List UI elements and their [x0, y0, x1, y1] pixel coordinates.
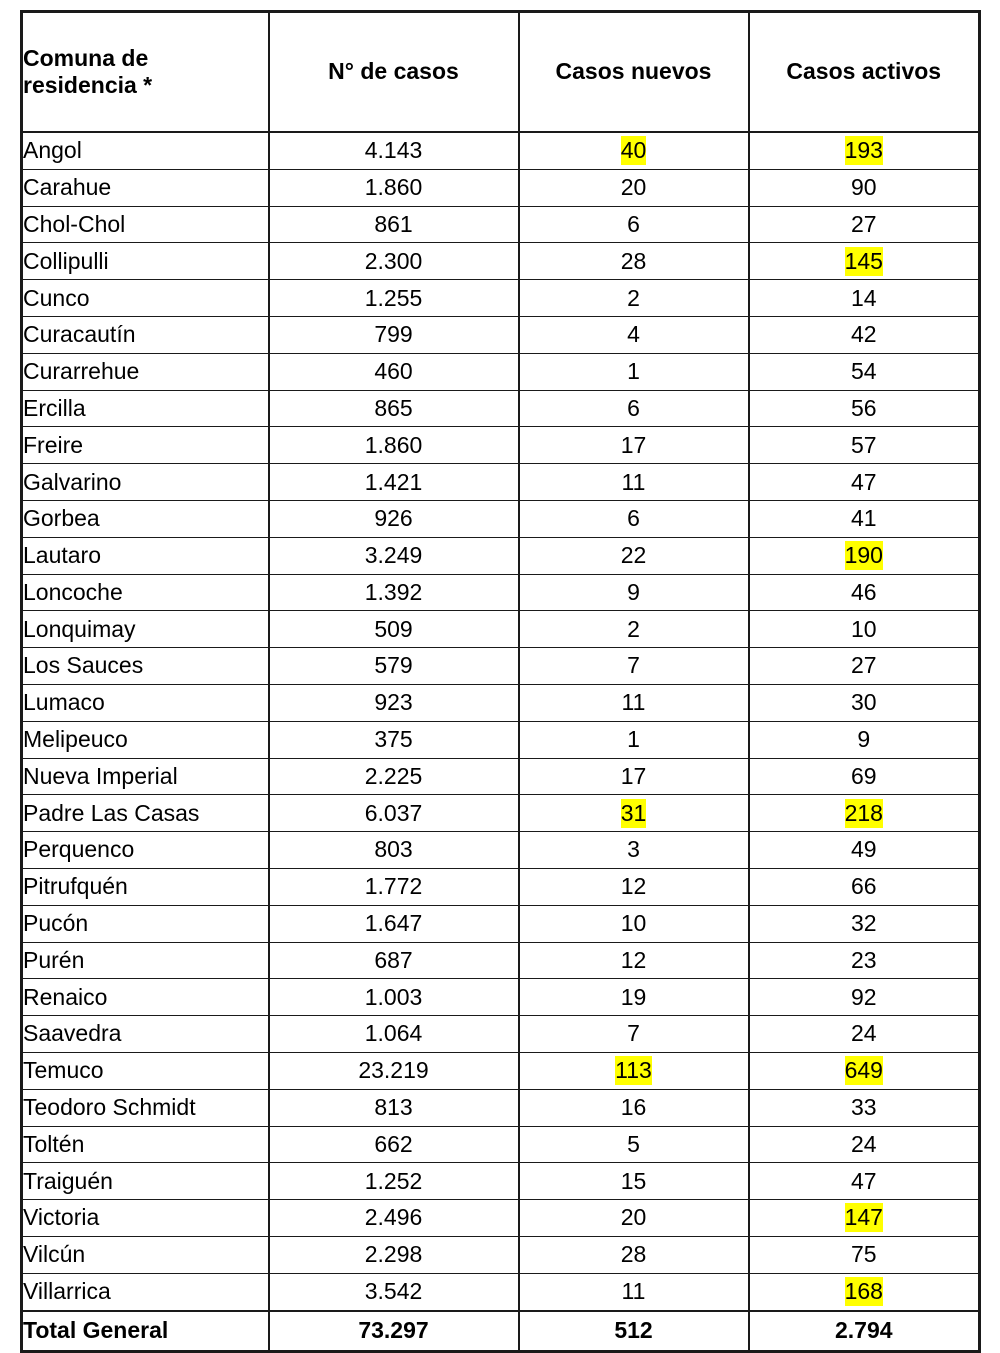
cell-casos-activos	[749, 795, 980, 832]
cell-numero-de-casos: 1.255	[269, 280, 519, 317]
cell-casos-activos: 10	[749, 611, 980, 648]
table-row	[22, 868, 980, 905]
cell-numero-de-casos: 1.064	[269, 1016, 519, 1053]
table-row	[22, 1016, 980, 1053]
cell-casos-activos: 75	[749, 1236, 980, 1273]
cell-casos-nuevos: 2	[519, 611, 749, 648]
table-body	[22, 132, 980, 1351]
cell-numero-de-casos: 1.252	[269, 1163, 519, 1200]
table-total-row	[22, 1311, 980, 1352]
cell-comuna: Carahue	[22, 169, 269, 206]
cases-by-commune-table	[20, 10, 981, 1353]
column-header-casos-activos: Casos activos	[749, 12, 980, 133]
cell-casos-activos: 46	[749, 574, 980, 611]
cell-casos-nuevos: 17	[519, 758, 749, 795]
cell-comuna: Curacautín	[22, 316, 269, 353]
table-header-row	[22, 12, 980, 133]
cell-comuna: Villarrica	[22, 1273, 269, 1310]
cell-casos-nuevos: 9	[519, 574, 749, 611]
table-row	[22, 1126, 980, 1163]
cell-casos-nuevos: 5	[519, 1126, 749, 1163]
cell-comuna: Ercilla	[22, 390, 269, 427]
table-row	[22, 243, 980, 280]
cell-comuna: Gorbea	[22, 500, 269, 537]
table-row	[22, 427, 980, 464]
cell-comuna: Purén	[22, 942, 269, 979]
cell-numero-de-casos: 375	[269, 721, 519, 758]
cell-casos-activos: 27	[749, 206, 980, 243]
cell-casos-activos	[749, 1052, 980, 1089]
cell-comuna: Toltén	[22, 1126, 269, 1163]
cell-casos-activos: 90	[749, 169, 980, 206]
cell-casos-nuevos: 20	[519, 1200, 749, 1237]
cell-casos-nuevos	[519, 132, 749, 169]
cell-casos-activos: 23	[749, 942, 980, 979]
table-row	[22, 1273, 980, 1310]
cell-comuna: Lautaro	[22, 537, 269, 574]
cell-numero-de-casos: 3.249	[269, 537, 519, 574]
cell-casos-activos: 33	[749, 1089, 980, 1126]
cell-casos-nuevos: 12	[519, 868, 749, 905]
cell-numero-de-casos: 3.542	[269, 1273, 519, 1310]
total-numero-de-casos: 73.297	[269, 1311, 519, 1352]
cell-casos-activos	[749, 243, 980, 280]
cell-numero-de-casos: 1.860	[269, 169, 519, 206]
table-row	[22, 132, 980, 169]
cell-comuna: Melipeuco	[22, 721, 269, 758]
highlighted-value: 40	[620, 137, 647, 164]
cell-numero-de-casos: 2.496	[269, 1200, 519, 1237]
cell-comuna: Temuco	[22, 1052, 269, 1089]
table-header	[22, 12, 980, 133]
cell-numero-de-casos: 861	[269, 206, 519, 243]
cell-numero-de-casos: 579	[269, 648, 519, 685]
cell-casos-activos: 57	[749, 427, 980, 464]
table-row	[22, 942, 980, 979]
total-label: Total General	[22, 1311, 269, 1352]
highlighted-value: 147	[844, 1204, 883, 1231]
total-casos-nuevos: 512	[519, 1311, 749, 1352]
cell-casos-activos: 24	[749, 1016, 980, 1053]
cell-comuna: Teodoro Schmidt	[22, 1089, 269, 1126]
table-row	[22, 537, 980, 574]
cell-casos-activos: 9	[749, 721, 980, 758]
cell-casos-nuevos: 1	[519, 721, 749, 758]
cell-casos-nuevos: 20	[519, 169, 749, 206]
cell-comuna: Curarrehue	[22, 353, 269, 390]
cell-numero-de-casos: 23.219	[269, 1052, 519, 1089]
highlighted-value: 193	[844, 137, 883, 164]
cell-numero-de-casos: 2.300	[269, 243, 519, 280]
total-casos-activos: 2.794	[749, 1311, 980, 1352]
cell-comuna: Nueva Imperial	[22, 758, 269, 795]
cell-numero-de-casos: 1.003	[269, 979, 519, 1016]
cell-casos-activos: 41	[749, 500, 980, 537]
cell-numero-de-casos: 4.143	[269, 132, 519, 169]
cell-numero-de-casos: 813	[269, 1089, 519, 1126]
cell-casos-activos: 69	[749, 758, 980, 795]
cell-comuna: Lumaco	[22, 684, 269, 721]
highlighted-value: 190	[844, 542, 883, 569]
cell-casos-activos	[749, 1200, 980, 1237]
cell-casos-nuevos: 6	[519, 206, 749, 243]
cell-casos-nuevos: 16	[519, 1089, 749, 1126]
highlighted-value: 145	[844, 247, 883, 274]
table-row	[22, 1163, 980, 1200]
cell-casos-nuevos: 17	[519, 427, 749, 464]
cell-casos-activos: 14	[749, 280, 980, 317]
cell-numero-de-casos: 926	[269, 500, 519, 537]
cell-casos-activos: 92	[749, 979, 980, 1016]
table-row	[22, 390, 980, 427]
cell-comuna: Loncoche	[22, 574, 269, 611]
cell-numero-de-casos: 799	[269, 316, 519, 353]
cell-numero-de-casos: 1.392	[269, 574, 519, 611]
cell-casos-nuevos: 3	[519, 832, 749, 869]
cell-numero-de-casos: 2.225	[269, 758, 519, 795]
cell-numero-de-casos: 1.772	[269, 868, 519, 905]
cell-casos-activos: 47	[749, 1163, 980, 1200]
highlighted-value: 649	[844, 1057, 883, 1084]
cell-casos-activos: 54	[749, 353, 980, 390]
cell-casos-activos: 32	[749, 905, 980, 942]
table-row	[22, 206, 980, 243]
cell-numero-de-casos: 460	[269, 353, 519, 390]
cell-casos-activos: 42	[749, 316, 980, 353]
cell-numero-de-casos: 1.647	[269, 905, 519, 942]
table-row	[22, 905, 980, 942]
cell-numero-de-casos: 687	[269, 942, 519, 979]
highlighted-value: 31	[620, 799, 647, 826]
cell-casos-nuevos: 22	[519, 537, 749, 574]
column-header-casos-nuevos: Casos nuevos	[519, 12, 749, 133]
table-row	[22, 979, 980, 1016]
cell-comuna: Angol	[22, 132, 269, 169]
cell-casos-nuevos: 10	[519, 905, 749, 942]
cell-numero-de-casos: 803	[269, 832, 519, 869]
cell-casos-activos: 30	[749, 684, 980, 721]
cell-casos-activos	[749, 537, 980, 574]
table-row	[22, 684, 980, 721]
cell-casos-activos: 66	[749, 868, 980, 905]
cell-comuna: Pucón	[22, 905, 269, 942]
cell-numero-de-casos: 1.860	[269, 427, 519, 464]
cell-numero-de-casos: 509	[269, 611, 519, 648]
cell-comuna: Saavedra	[22, 1016, 269, 1053]
cell-comuna: Lonquimay	[22, 611, 269, 648]
cell-comuna: Vilcún	[22, 1236, 269, 1273]
cell-numero-de-casos: 662	[269, 1126, 519, 1163]
cases-by-commune-table-wrapper	[20, 10, 978, 1353]
cell-numero-de-casos: 923	[269, 684, 519, 721]
table-row	[22, 574, 980, 611]
cell-numero-de-casos: 6.037	[269, 795, 519, 832]
column-header-casos: N° de casos	[269, 12, 519, 133]
table-row	[22, 464, 980, 501]
cell-numero-de-casos: 2.298	[269, 1236, 519, 1273]
highlighted-value: 218	[844, 799, 883, 826]
cell-casos-nuevos: 2	[519, 280, 749, 317]
cell-casos-nuevos	[519, 1052, 749, 1089]
table-row	[22, 500, 980, 537]
cell-comuna: Padre Las Casas	[22, 795, 269, 832]
cell-comuna: Renaico	[22, 979, 269, 1016]
cell-numero-de-casos: 865	[269, 390, 519, 427]
column-header-comuna	[22, 12, 269, 133]
cell-casos-nuevos: 7	[519, 648, 749, 685]
cell-casos-nuevos: 7	[519, 1016, 749, 1053]
cell-casos-activos	[749, 1273, 980, 1310]
table-row	[22, 795, 980, 832]
cell-comuna: Freire	[22, 427, 269, 464]
cell-casos-nuevos: 15	[519, 1163, 749, 1200]
table-row	[22, 1089, 980, 1126]
cell-casos-activos: 49	[749, 832, 980, 869]
table-row	[22, 280, 980, 317]
cell-comuna: Chol-Chol	[22, 206, 269, 243]
cell-casos-nuevos: 28	[519, 1236, 749, 1273]
cell-casos-nuevos: 11	[519, 684, 749, 721]
cell-comuna: Traiguén	[22, 1163, 269, 1200]
table-row	[22, 316, 980, 353]
cell-numero-de-casos: 1.421	[269, 464, 519, 501]
cell-casos-nuevos: 6	[519, 390, 749, 427]
table-row	[22, 832, 980, 869]
cell-casos-nuevos: 19	[519, 979, 749, 1016]
cell-casos-nuevos	[519, 795, 749, 832]
table-row	[22, 353, 980, 390]
cell-casos-nuevos: 1	[519, 353, 749, 390]
table-row	[22, 169, 980, 206]
cell-comuna: Perquenco	[22, 832, 269, 869]
column-header-comuna-line2: residencia *	[23, 72, 153, 98]
cell-comuna: Collipulli	[22, 243, 269, 280]
cell-comuna: Pitrufquén	[22, 868, 269, 905]
cell-casos-nuevos: 28	[519, 243, 749, 280]
table-row	[22, 1236, 980, 1273]
cell-casos-activos: 24	[749, 1126, 980, 1163]
cell-casos-activos	[749, 132, 980, 169]
cell-comuna: Los Sauces	[22, 648, 269, 685]
table-row	[22, 611, 980, 648]
cell-casos-activos: 56	[749, 390, 980, 427]
cell-comuna: Galvarino	[22, 464, 269, 501]
table-row	[22, 1200, 980, 1237]
cell-casos-activos: 47	[749, 464, 980, 501]
cell-casos-nuevos: 6	[519, 500, 749, 537]
cell-casos-nuevos: 11	[519, 1273, 749, 1310]
cell-casos-activos: 27	[749, 648, 980, 685]
cell-casos-nuevos: 4	[519, 316, 749, 353]
column-header-comuna-line1: Comuna de	[23, 44, 149, 71]
table-row	[22, 721, 980, 758]
cell-comuna: Victoria	[22, 1200, 269, 1237]
highlighted-value: 113	[615, 1057, 652, 1084]
cell-comuna: Cunco	[22, 280, 269, 317]
table-row	[22, 1052, 980, 1089]
cell-casos-nuevos: 12	[519, 942, 749, 979]
table-row	[22, 758, 980, 795]
cell-casos-nuevos: 11	[519, 464, 749, 501]
table-row	[22, 648, 980, 685]
highlighted-value: 168	[844, 1278, 883, 1305]
